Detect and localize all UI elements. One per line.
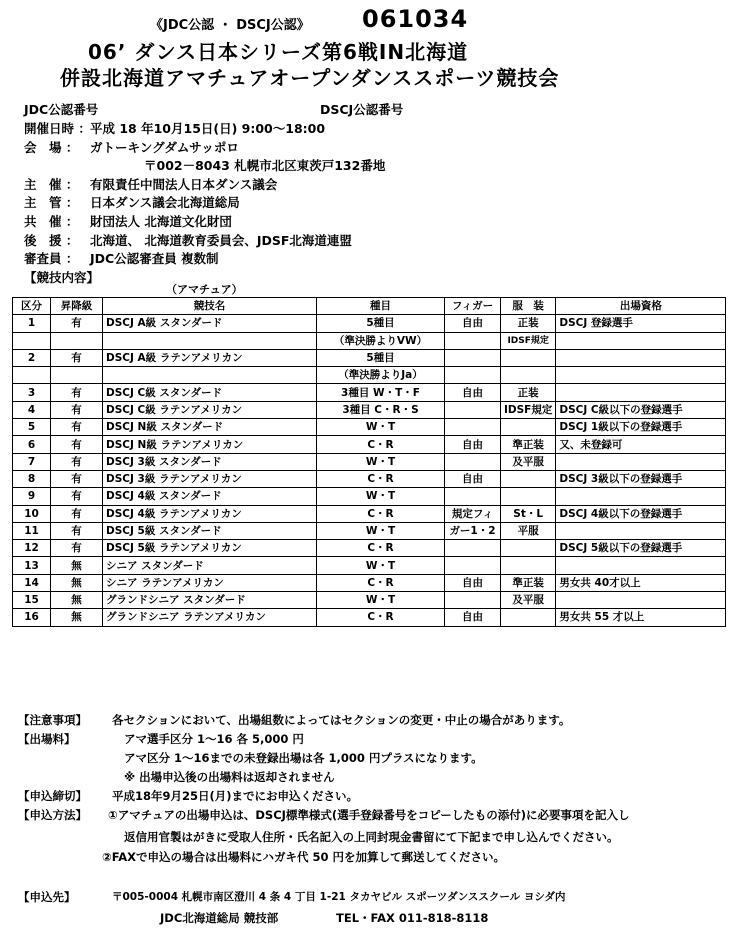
- division-cell: 12: [13, 540, 51, 557]
- dress-cell-note: IDSF規定: [501, 332, 556, 349]
- dress-cell: 正装: [501, 384, 556, 401]
- division-cell: 16: [13, 609, 51, 626]
- dress-cell: [501, 557, 556, 574]
- competition-cell: シニア ラテンアメリカン: [103, 574, 317, 591]
- caution-label: 【注意事項】: [18, 713, 87, 727]
- table-row: [13, 540, 726, 557]
- figure-cell: 自由: [445, 436, 501, 453]
- event-cell: C・R: [317, 470, 445, 487]
- table-row: [13, 453, 726, 470]
- table-row: [13, 384, 726, 401]
- division-cell: 9: [13, 488, 51, 505]
- promotion-cell: 有: [51, 436, 103, 453]
- section-label: 【競技内容】: [24, 270, 100, 285]
- division-cell-note: [13, 332, 51, 349]
- info-line: [24, 156, 385, 175]
- qualification-cell: [556, 384, 726, 401]
- info-label: 後 援 ：: [24, 232, 79, 248]
- promotion-cell-note: [51, 332, 103, 349]
- qualification-cell: DSCJ C級以下の登録選手: [556, 401, 726, 418]
- fee-line-1: アマ選手区分 1～16 各 5,000 円: [124, 732, 304, 746]
- event-cell: W・T: [317, 522, 445, 539]
- table-row: [13, 367, 726, 384]
- dress-cell: [501, 470, 556, 487]
- header-division: 区分: [13, 298, 51, 315]
- dress-cell-note: [501, 367, 556, 384]
- qualification-cell: DSCJ 5級以下の登録選手: [556, 540, 726, 557]
- division-cell: 13: [13, 557, 51, 574]
- division-cell: 10: [13, 505, 51, 522]
- table-row: [13, 436, 726, 453]
- info-value: 財団法人 北海道文化財団: [90, 213, 232, 229]
- figure-cell: ガー1・2: [445, 522, 501, 539]
- promotion-cell: 有: [51, 488, 103, 505]
- table-row: [13, 488, 726, 505]
- event-cell: C・R: [317, 574, 445, 591]
- header-dress: 服 装: [501, 298, 556, 315]
- division-cell: 11: [13, 522, 51, 539]
- dress-cell: [501, 609, 556, 626]
- event-info: [24, 119, 385, 268]
- event-cell: C・R: [317, 540, 445, 557]
- header-promotion: 昇降級: [51, 298, 103, 315]
- qualification-cell: DSCJ 3級以下の登録選手: [556, 470, 726, 487]
- competition-cell: グランドシニア ラテンアメリカン: [103, 609, 317, 626]
- title-line-2: 併設北海道アマチュアオープンダンススポーツ競技会: [60, 66, 560, 90]
- dress-cell: 準正装: [501, 574, 556, 591]
- division-cell: 15: [13, 592, 51, 609]
- promotion-cell: 有: [51, 315, 103, 332]
- deadline-text: 平成18年9月25日(月)までにお申込ください。: [112, 789, 359, 803]
- info-value: 有限責任中間法人日本ダンス議会: [90, 176, 278, 192]
- qualification-cell: [556, 488, 726, 505]
- figure-cell: [445, 488, 501, 505]
- event-cell: W・T: [317, 488, 445, 505]
- competition-cell: DSCJ C級 スタンダード: [103, 384, 317, 401]
- promotion-cell: 有: [51, 401, 103, 418]
- info-value: 〒002－8043 札幌市北区東茨戸132番地: [144, 158, 386, 174]
- info-value: 北海道、 北海道教育委員会、JDSF北海道連盟: [90, 232, 352, 248]
- competition-cell-note: [103, 367, 317, 384]
- info-line: [24, 212, 385, 231]
- jdc-approval-number: JDC公認番号: [24, 102, 99, 117]
- competition-cell-note: [103, 332, 317, 349]
- figure-cell: 自由: [445, 384, 501, 401]
- dscj-approval-number: DSCJ公認番号: [320, 102, 404, 117]
- competition-cell: グランドシニア スタンダード: [103, 592, 317, 609]
- table-header-row: [13, 298, 726, 315]
- info-label: 主 催 ：: [24, 176, 79, 192]
- info-line: [24, 119, 385, 138]
- table-row: [13, 592, 726, 609]
- header-qualification: 出場資格: [556, 298, 726, 315]
- destination-tel: TEL・FAX 011-818-8118: [336, 911, 489, 925]
- promotion-cell: 有: [51, 384, 103, 401]
- figure-cell: [445, 419, 501, 436]
- info-label: 共 催 ：: [24, 213, 79, 229]
- division-cell: 7: [13, 453, 51, 470]
- figure-cell-note: [445, 367, 501, 384]
- promotion-cell: 無: [51, 574, 103, 591]
- fee-label: 【出場料】: [18, 732, 76, 746]
- event-cell: 5種目: [317, 349, 445, 366]
- info-label: 開催日時 ：: [24, 121, 91, 136]
- division-cell: 2: [13, 349, 51, 366]
- event-cell: W・T: [317, 419, 445, 436]
- figure-cell: [445, 453, 501, 470]
- qualification-cell: [556, 349, 726, 366]
- info-value: 日本ダンス議会北海道総局: [90, 195, 240, 211]
- fee-line-3: ※ 出場申込後の出場料は返却されません: [124, 770, 335, 784]
- competition-cell: DSCJ N級 ラテンアメリカン: [103, 436, 317, 453]
- figure-cell: [445, 401, 501, 418]
- table-row: [13, 574, 726, 591]
- division-cell: 5: [13, 419, 51, 436]
- competition-cell: DSCJ 5級 スタンダード: [103, 522, 317, 539]
- promotion-cell: 無: [51, 557, 103, 574]
- division-cell: 8: [13, 470, 51, 487]
- table-row: [13, 522, 726, 539]
- competition-cell: DSCJ 4級 ラテンアメリカン: [103, 505, 317, 522]
- method-line-1: ①アマチュアの出場申込は、DSCJ標準様式(選手登録番号をコピーしたもの添付)に必要事項を記入し: [108, 808, 630, 822]
- division-cell: 4: [13, 401, 51, 418]
- info-value: ガトーキングダムサッポロ: [90, 139, 239, 155]
- header-competition: 競技名: [103, 298, 317, 315]
- event-cell: W・T: [317, 557, 445, 574]
- qualification-cell: [556, 592, 726, 609]
- promotion-cell: 有: [51, 453, 103, 470]
- qualification-cell: 男女共 55 才以上: [556, 609, 726, 626]
- table-row: [13, 332, 726, 349]
- qualification-cell: [556, 522, 726, 539]
- event-cell: 3種目 W・T・F: [317, 384, 445, 401]
- destination-office: JDC北海道総局 競技部: [160, 911, 279, 925]
- competition-cell: DSCJ 5級 ラテンアメリカン: [103, 540, 317, 557]
- qualification-cell: [556, 557, 726, 574]
- division-cell: 14: [13, 574, 51, 591]
- figure-cell: 自由: [445, 470, 501, 487]
- event-cell: W・T: [317, 453, 445, 470]
- qualification-cell: 男女共 40才以上: [556, 574, 726, 591]
- info-value: 平成 18 年10月15日(日) 9:00～18:00: [90, 121, 326, 136]
- dress-cell: 準正装: [501, 436, 556, 453]
- competition-cell: DSCJ 4級 スタンダード: [103, 488, 317, 505]
- table-row: [13, 609, 726, 626]
- method-label: 【申込方法】: [18, 808, 87, 822]
- info-line: [24, 193, 385, 212]
- info-line: [24, 138, 385, 157]
- promotion-cell: 有: [51, 349, 103, 366]
- promotion-cell: 無: [51, 609, 103, 626]
- destination-address: 〒005-0004 札幌市南区澄川 4 条 4 丁目 1-21 タカヤビル スポーツダンススクール ヨシダ内: [112, 891, 566, 903]
- method-line-3: ②FAXで申込の場合は出場料にハガキ代 50 円を加算して郵送してください。: [102, 850, 506, 864]
- dress-cell: [501, 488, 556, 505]
- info-label: 主 管 ：: [24, 195, 79, 211]
- dress-cell: 及平服: [501, 592, 556, 609]
- event-cell: 5種目: [317, 315, 445, 332]
- info-value: JDC公認審査員 複数制: [90, 251, 219, 267]
- table-row: [13, 557, 726, 574]
- figure-cell: 自由: [445, 609, 501, 626]
- qualification-cell: 又、未登録可: [556, 436, 726, 453]
- promotion-cell: 有: [51, 419, 103, 436]
- division-cell-note: [13, 367, 51, 384]
- competition-cell: DSCJ A級 スタンダード: [103, 315, 317, 332]
- promotion-cell: 有: [51, 505, 103, 522]
- event-cell-note: （準決勝よりVW）: [317, 332, 445, 349]
- event-cell: W・T: [317, 592, 445, 609]
- dress-cell: 平服: [501, 522, 556, 539]
- event-cell: C・R: [317, 609, 445, 626]
- destination-label: 【申込先】: [18, 890, 76, 904]
- promotion-cell: 有: [51, 540, 103, 557]
- approval-line: 《JDC公認 ・ DSCJ公認》: [150, 18, 310, 33]
- fee-line-2: アマ区分 1～16までの未登録出場は各 1,000 円プラスになります。: [124, 751, 483, 765]
- division-cell: 6: [13, 436, 51, 453]
- event-cell: C・R: [317, 436, 445, 453]
- figure-cell: [445, 592, 501, 609]
- figure-cell: [445, 557, 501, 574]
- competition-cell: DSCJ C級 ラテンアメリカン: [103, 401, 317, 418]
- dress-cell: [501, 349, 556, 366]
- dress-cell: IDSF規定: [501, 401, 556, 418]
- dress-cell: 及平服: [501, 453, 556, 470]
- competition-cell: DSCJ 3級 スタンダード: [103, 453, 317, 470]
- document-code: 061034: [362, 5, 469, 33]
- competition-cell: DSCJ N級 スタンダード: [103, 419, 317, 436]
- competition-cell: シニア スタンダード: [103, 557, 317, 574]
- amateur-label: （アマチュア）: [166, 283, 243, 296]
- info-line: [24, 249, 385, 268]
- division-cell: 3: [13, 384, 51, 401]
- dress-cell: 正装: [501, 315, 556, 332]
- info-label: 審査員 ：: [24, 251, 79, 267]
- dress-cell: [501, 540, 556, 557]
- competition-cell: DSCJ A級 ラテンアメリカン: [103, 349, 317, 366]
- title-line-1: 06’ ダンス日本シリーズ第6戦IN北海道: [88, 40, 469, 64]
- event-cell-note: （準決勝よりJa）: [317, 367, 445, 384]
- table-row: [13, 349, 726, 366]
- qualification-cell: [556, 453, 726, 470]
- deadline-label: 【申込締切】: [18, 789, 87, 803]
- figure-cell: 自由: [445, 315, 501, 332]
- qualification-cell: DSCJ 登録選手: [556, 315, 726, 332]
- competition-cell: DSCJ 3級 ラテンアメリカン: [103, 470, 317, 487]
- competition-table: [12, 297, 726, 627]
- table-row: [13, 505, 726, 522]
- dress-cell: St・L: [501, 505, 556, 522]
- info-line: [24, 231, 385, 250]
- figure-cell: 規定フィ: [445, 505, 501, 522]
- qualification-cell: DSCJ 4級以下の登録選手: [556, 505, 726, 522]
- figure-cell: 自由: [445, 574, 501, 591]
- promotion-cell: 有: [51, 470, 103, 487]
- figure-cell: [445, 540, 501, 557]
- event-cell: 3種目 C・R・S: [317, 401, 445, 418]
- event-cell: C・R: [317, 505, 445, 522]
- qualification-cell: DSCJ 1級以下の登録選手: [556, 419, 726, 436]
- info-label: 会 場 ：: [24, 139, 79, 155]
- table-row: [13, 315, 726, 332]
- info-line: [24, 175, 385, 194]
- caution-text: 各セクションにおいて、出場組数によってはセクションの変更・中止の場合があります。: [112, 713, 571, 727]
- table-row: [13, 401, 726, 418]
- qualification-cell-note: [556, 367, 726, 384]
- header-figure: フィガー: [445, 298, 501, 315]
- promotion-cell-note: [51, 367, 103, 384]
- method-line-2: 返信用官製はがきに受取人住所・氏名記入の上同封現金書留にて下記まで申し込んでください。: [124, 830, 619, 844]
- table-row: [13, 419, 726, 436]
- qualification-cell-note: [556, 332, 726, 349]
- figure-cell: [445, 349, 501, 366]
- dress-cell: [501, 419, 556, 436]
- figure-cell-note: [445, 332, 501, 349]
- header-event: 種目: [317, 298, 445, 315]
- division-cell: 1: [13, 315, 51, 332]
- promotion-cell: 有: [51, 522, 103, 539]
- table-row: [13, 470, 726, 487]
- promotion-cell: 無: [51, 592, 103, 609]
